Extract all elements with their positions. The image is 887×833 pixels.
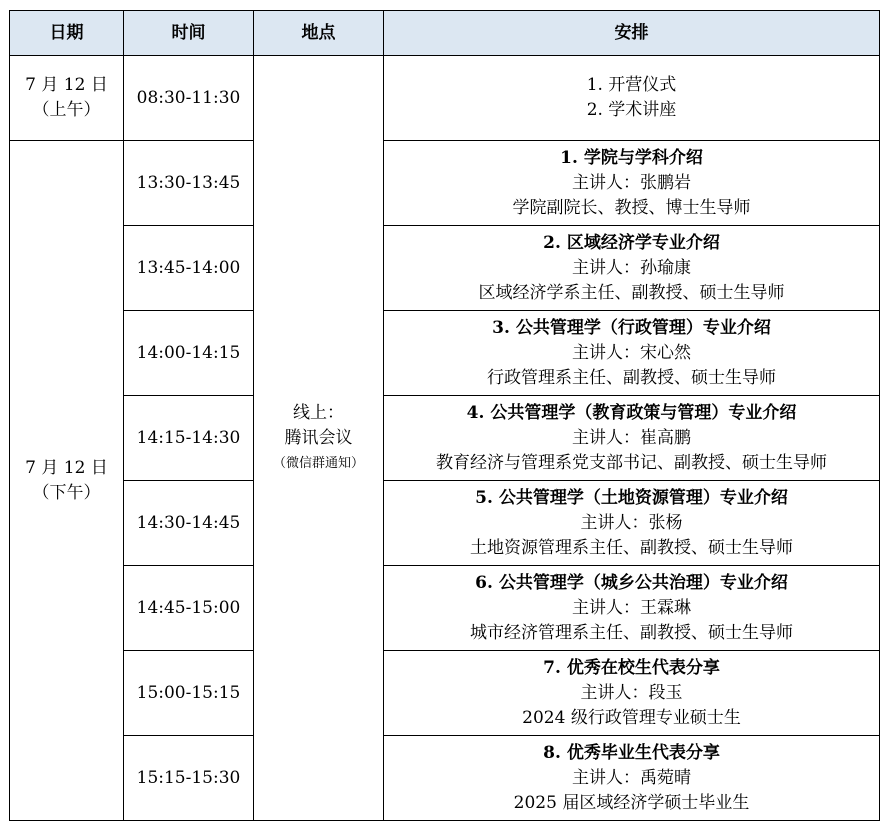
session-role: 土地资源管理系主任、副教授、硕士生导师 — [470, 537, 793, 558]
session-speaker: 主讲人：崔高鹏 — [572, 427, 691, 448]
session-cell — [384, 226, 880, 311]
table-row — [10, 736, 880, 821]
morning-item: 1. 开营仪式 — [586, 75, 677, 95]
date-cell-morning — [10, 56, 124, 141]
session-title: 8. 优秀毕业生代表分享 — [543, 742, 720, 763]
session-cell — [384, 396, 880, 481]
session-speaker: 主讲人：段玉 — [580, 682, 683, 703]
session-role: 行政管理系主任、副教授、硕士生导师 — [487, 367, 776, 388]
session-title: 6. 公共管理学（城乡公共治理）专业介绍 — [475, 572, 788, 593]
session-title: 4. 公共管理学（教育政策与管理）专业介绍 — [466, 402, 797, 423]
place-cell — [254, 56, 384, 821]
table-row — [10, 226, 880, 311]
session-role: 城市经济管理系主任、副教授、硕士生导师 — [470, 622, 793, 643]
header-place: 地点 — [254, 11, 384, 56]
date-period: （下午） — [32, 482, 101, 503]
session-cell — [384, 141, 880, 226]
schedule-table — [9, 10, 880, 821]
morning-item: 2. 学术讲座 — [586, 100, 677, 120]
session-cell — [384, 311, 880, 396]
time-cell: 15:15-15:30 — [124, 736, 254, 821]
session-role: 2024 级行政管理专业硕士生 — [522, 707, 741, 728]
time-cell: 08:30-11:30 — [124, 56, 254, 141]
time-cell: 14:15-14:30 — [124, 396, 254, 481]
session-speaker: 主讲人：禹菀晴 — [572, 767, 691, 788]
header-arrangement: 安排 — [384, 11, 880, 56]
session-cell — [384, 481, 880, 566]
session-role: 2025 届区域经济学硕士毕业生 — [513, 792, 750, 813]
time-cell: 13:45-14:00 — [124, 226, 254, 311]
session-role: 教育经济与管理系党支部书记、副教授、硕士生导师 — [436, 452, 827, 473]
session-title: 7. 优秀在校生代表分享 — [543, 657, 720, 678]
time-cell: 13:30-13:45 — [124, 141, 254, 226]
table-row — [10, 481, 880, 566]
place-line-2: 腾讯会议 — [284, 427, 353, 448]
session-title: 1. 学院与学科介绍 — [560, 147, 703, 168]
date-period: （上午） — [32, 100, 101, 120]
session-cell — [384, 736, 880, 821]
session-speaker: 主讲人：孙瑜康 — [572, 257, 691, 278]
table-row — [10, 396, 880, 481]
arrangement-cell-morning — [384, 56, 880, 141]
header-row — [10, 11, 880, 56]
place-line-1: 线上： — [293, 402, 344, 423]
table-row-morning — [10, 56, 880, 141]
time-cell: 14:30-14:45 — [124, 481, 254, 566]
session-role: 学院副院长、教授、博士生导师 — [512, 197, 751, 218]
date-cell-afternoon — [10, 141, 124, 821]
session-title: 2. 区域经济学专业介绍 — [543, 232, 720, 253]
session-title: 5. 公共管理学（土地资源管理）专业介绍 — [475, 487, 788, 508]
session-speaker: 主讲人：宋心然 — [572, 342, 691, 363]
header-time: 时间 — [124, 11, 254, 56]
time-cell: 14:00-14:15 — [124, 311, 254, 396]
time-cell: 14:45-15:00 — [124, 566, 254, 651]
table-row — [10, 141, 880, 226]
header-date: 日期 — [10, 11, 124, 56]
time-cell: 15:00-15:15 — [124, 651, 254, 736]
table-row — [10, 651, 880, 736]
place-line-3: （微信群通知） — [272, 455, 364, 471]
date-text: 7 月 12 日 — [25, 75, 108, 95]
date-text: 7 月 12 日 — [25, 457, 108, 478]
session-role: 区域经济学系主任、副教授、硕士生导师 — [478, 282, 785, 303]
session-speaker: 主讲人：王霖琳 — [572, 597, 691, 618]
session-cell — [384, 651, 880, 736]
session-speaker: 主讲人：张杨 — [580, 512, 683, 533]
table-row — [10, 566, 880, 651]
session-title: 3. 公共管理学（行政管理）专业介绍 — [492, 317, 771, 338]
session-speaker: 主讲人：张鹏岩 — [572, 172, 691, 193]
table-row — [10, 311, 880, 396]
session-cell — [384, 566, 880, 651]
